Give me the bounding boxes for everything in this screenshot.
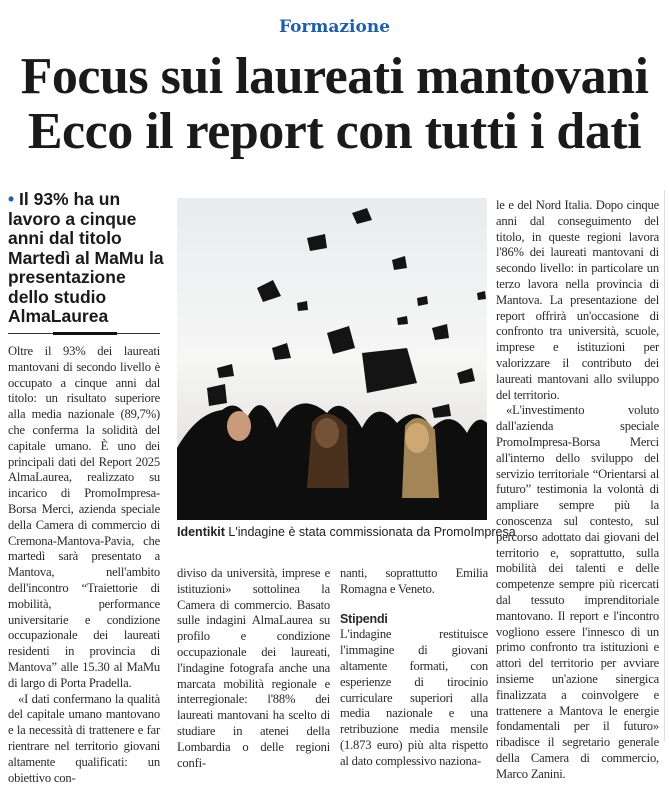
headline-line-1: Focus sui laureati mantovani (20, 48, 649, 105)
article-column-1 (8, 344, 160, 786)
graduation-photo (177, 198, 487, 520)
headline-line-2: Ecco il report con tutti i dati (27, 103, 642, 160)
divider-accent (53, 332, 117, 335)
section-kicker: Formazione (278, 17, 391, 37)
paragraph: nanti, soprattutto Emilia Romagna e Veneto. (340, 566, 488, 596)
photo-caption (177, 525, 516, 539)
caption-text: L'indagine è stata commissionata da PromoImpresa (228, 525, 516, 539)
summary-box (8, 190, 164, 327)
article-column-4 (496, 198, 659, 782)
caption-label: Identikit (177, 525, 225, 539)
paragraph: «I dati confermano la qualità del capitale umano mantovano e la necessità di trattenere e far rientrare nel territorio giovani altamente qualificati: un obiettivo con- (8, 691, 160, 785)
summary-text: Il 93% ha un lavoro a cinque anni dal titolo Martedì al MaMu la presentazione dello studio AlmaLaurea (8, 189, 164, 326)
page-edge (664, 190, 665, 741)
paragraph: le e del Nord Italia. Dopo cinque anni dal conseguimento del titolo, in queste regioni lavora l'86% dei laureati mantovani di secondo livello: in particolare un terzo lavora nella provincia di Mantova. La presentazione del report offrirà un'occasione di confronto tra università, scuole, imprese e istituzioni per valorizzare il contributo dei laureati mantovani allo sviluppo del territorio. (496, 198, 659, 402)
paragraph: Oltre il 93% dei laureati mantovani di secondo livello è occupato a cinque anni dal titolo: un risultato superiore alla media nazionale (89,7%) che conferma la solidità del capitale umano. È uno dei principali dati del Report 2025 AlmaLaurea, realizzato su incarico di PromoImpresa-Borsa Merci, azienda speciale della Camera di commercio di Cremona-Mantova-Pavia, che martedì sarà presentato a Mantova, nell'ambito dell'incontro “Traiettorie di mobilità, performance universitarie e condizione occupazionale dei laureati residenti in provincia di Mantova” alle 15.30 al MaMu di largo di Porta Pradella. (8, 344, 160, 690)
bullet-icon: • (8, 189, 19, 209)
subheading: Stipendi (340, 611, 388, 626)
graduates-image (177, 198, 487, 520)
paragraph: «L'investimento voluto dall'azienda speciale PromoImpresa-Borsa Merci all'interno dello sviluppo del servizio territoriale “Orientarsi al futuro” testimonia la volontà di ampliare sempre più la conoscenza sul contesto, sul percorso adottato dai giovani del territorio e, soprattutto, sulla mobilità dei talenti e delle competenze sempre più ricercati dal tessuto imprenditoriale mantovano. Il report e l'incontro vogliono essere l'innesco di un primo confronto tra istituzioni e attori del territorio per avviare insieme un'azione sinergica finalizzata a coinvolgere e trattenere a Mantova le energie fondamentali per il futuro» ribadisce il segretario generale della Camera di commercio, Marco Zanini. (496, 403, 659, 781)
paragraph: diviso da università, imprese e istituzioni» sottolinea la Camera di commercio. Basato sulle indagini AlmaLaurea su profilo e condizione occupazionale dei laureati, l'indagine fotografa anche una marcata mobilità regionale e interregionale: l'88% dei laureati mantovani ha scelto di studiare in atenei della Lombardia o delle regioni confi- (177, 566, 330, 770)
article-column-3 (340, 566, 488, 770)
paragraph: L'indagine restituisce l'immagine di giovani altamente formati, con esperienze di tirocinio curriculare superiori alla media nazionale e una retribuzione media mensile (1.873 euro) più alta rispetto al dato complessivo naziona- (340, 627, 488, 768)
